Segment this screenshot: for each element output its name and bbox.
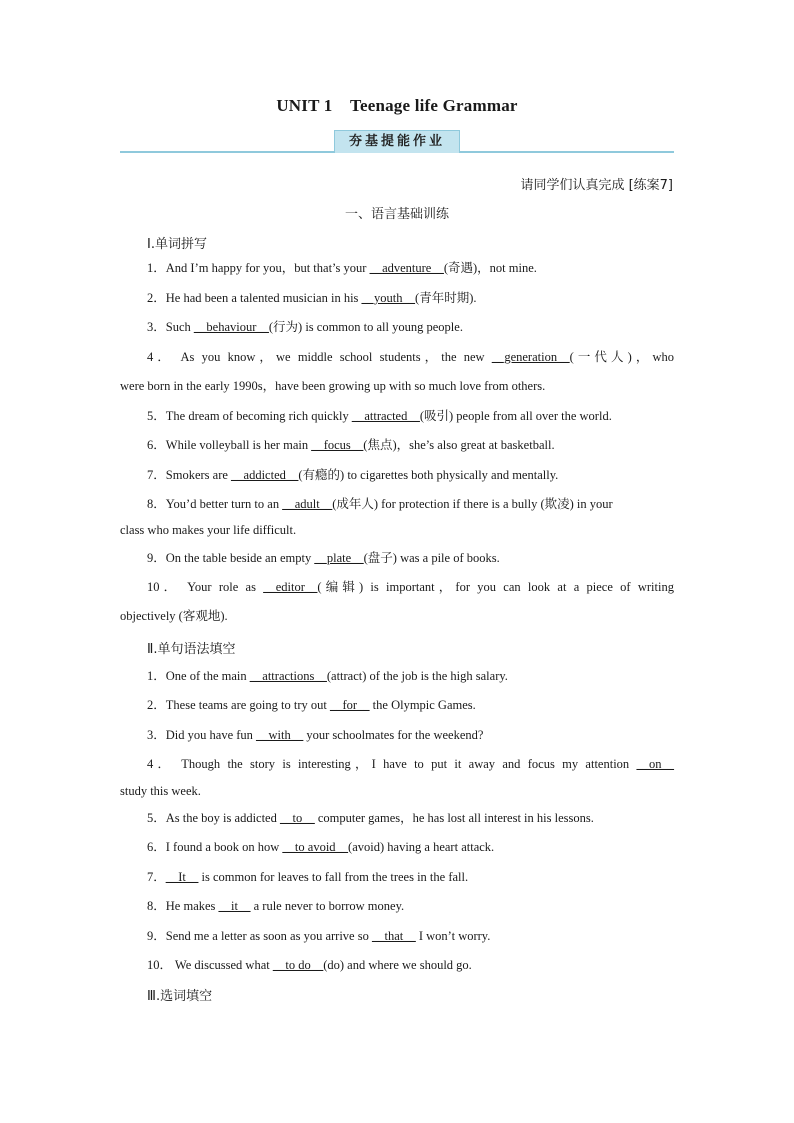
question-item: 10． We discussed what __to do__(do) and where we should go. <box>147 958 472 972</box>
question-item: 5．As the boy is addicted __to__ computer games，he has lost all interest in his lessons. <box>147 811 594 825</box>
question-item: 9．On the table beside an empty __plate__(盘子) was a pile of books. <box>147 551 500 565</box>
question-continuation: class who makes your life difficult. <box>120 523 297 537</box>
answer-blank: __with__ <box>256 728 304 742</box>
answer-blank: __attractions__ <box>249 669 327 683</box>
unit-label: UNIT 1 <box>276 96 333 115</box>
question-item: 2．These teams are going to try out __for__ the Olympic Games. <box>147 698 476 712</box>
question-item: 4． Though the story is interesting，I have to put it away and focus my attention __on__ <box>147 757 674 771</box>
question-item: 8．You’d better turn to an __adult__(成年人) for protection if there is a bully (欺凌) in your <box>147 497 613 511</box>
answer-blank: __plate__ <box>314 551 364 565</box>
answer-blank: __addicted__ <box>231 468 299 482</box>
answer-blank: __that__ <box>371 929 416 943</box>
answer-blank: __focus__ <box>311 438 364 452</box>
question-item: 6．I found a book on how __to avoid__(avoid) having a heart attack. <box>147 840 495 854</box>
answer-blank: __generation__ <box>491 350 570 364</box>
question-item: 1．And I’m happy for you，but that’s your __adventure__(奇遇)，not mine. <box>147 261 537 275</box>
answer-blank: __on__ <box>636 757 674 771</box>
answer-blank: __for__ <box>329 698 370 712</box>
part1-title: Ⅰ.单词拼写 <box>147 237 207 252</box>
answer-blank: __editor__ <box>263 580 318 594</box>
question-item: 1．One of the main __attractions__(attract) of the job is the high salary. <box>147 669 508 683</box>
answer-blank: __to avoid__ <box>282 840 349 854</box>
question-item: 8．He makes __it__ a rule never to borrow money. <box>147 899 405 913</box>
question-item: 6．While volleyball is her main __focus__(焦点)，she’s also great at basketball. <box>147 438 555 452</box>
unit-topic: Teenage life Grammar <box>349 96 518 115</box>
question-item: 9．Send me a letter as soon as you arrive so __that__ I won’t worry. <box>147 929 491 943</box>
answer-blank: __to do__ <box>272 958 324 972</box>
answer-blank: __youth__ <box>361 291 416 305</box>
section-title: 一、语言基础训练 <box>344 207 449 222</box>
question-item: 3．Did you have fun __with__ your schoolmates for the weekend? <box>147 728 484 742</box>
answer-blank: __adult__ <box>282 497 333 511</box>
part3-title: Ⅲ.选词填空 <box>147 989 213 1004</box>
question-item: 2．He had been a talented musician in his __youth__(青年时期). <box>147 291 477 305</box>
question-continuation: were born in the early 1990s，have been growing up with so much love from others. <box>120 379 546 393</box>
part2-title: Ⅱ.单句语法填空 <box>147 642 236 657</box>
question-continuation: objectively (客观地). <box>120 609 228 623</box>
question-item: 4． As you know，we middle school students，the new __generation__(一代人)，who <box>147 350 674 364</box>
answer-blank: __attracted__ <box>351 409 420 423</box>
question-item: 7．Smokers are __addicted__(有瘾的) to cigarettes both physically and mentally. <box>147 468 559 482</box>
page-title <box>0 96 794 116</box>
question-item: 7．__It__ is common for leaves to fall from the trees in the fall. <box>147 870 469 884</box>
question-item: 3．Such __behaviour__(行为) is common to all young people. <box>147 320 463 334</box>
answer-blank: __adventure__ <box>369 261 444 275</box>
answer-blank: __behaviour__ <box>193 320 269 334</box>
practice-note: 请同学们认真完成 [练案7] <box>520 178 673 193</box>
answer-blank: __It__ <box>165 870 199 884</box>
answer-blank: __to__ <box>279 811 315 825</box>
question-continuation: study this week. <box>120 784 201 798</box>
answer-blank: __it__ <box>218 899 251 913</box>
question-item: 5．The dream of becoming rich quickly __attracted__(吸引) people from all over the world. <box>147 409 612 423</box>
homework-banner: 夯基提能作业 <box>334 130 460 153</box>
question-item: 10． Your role as __editor__(编辑) is important，for you can look at a piece of writing <box>147 580 674 594</box>
